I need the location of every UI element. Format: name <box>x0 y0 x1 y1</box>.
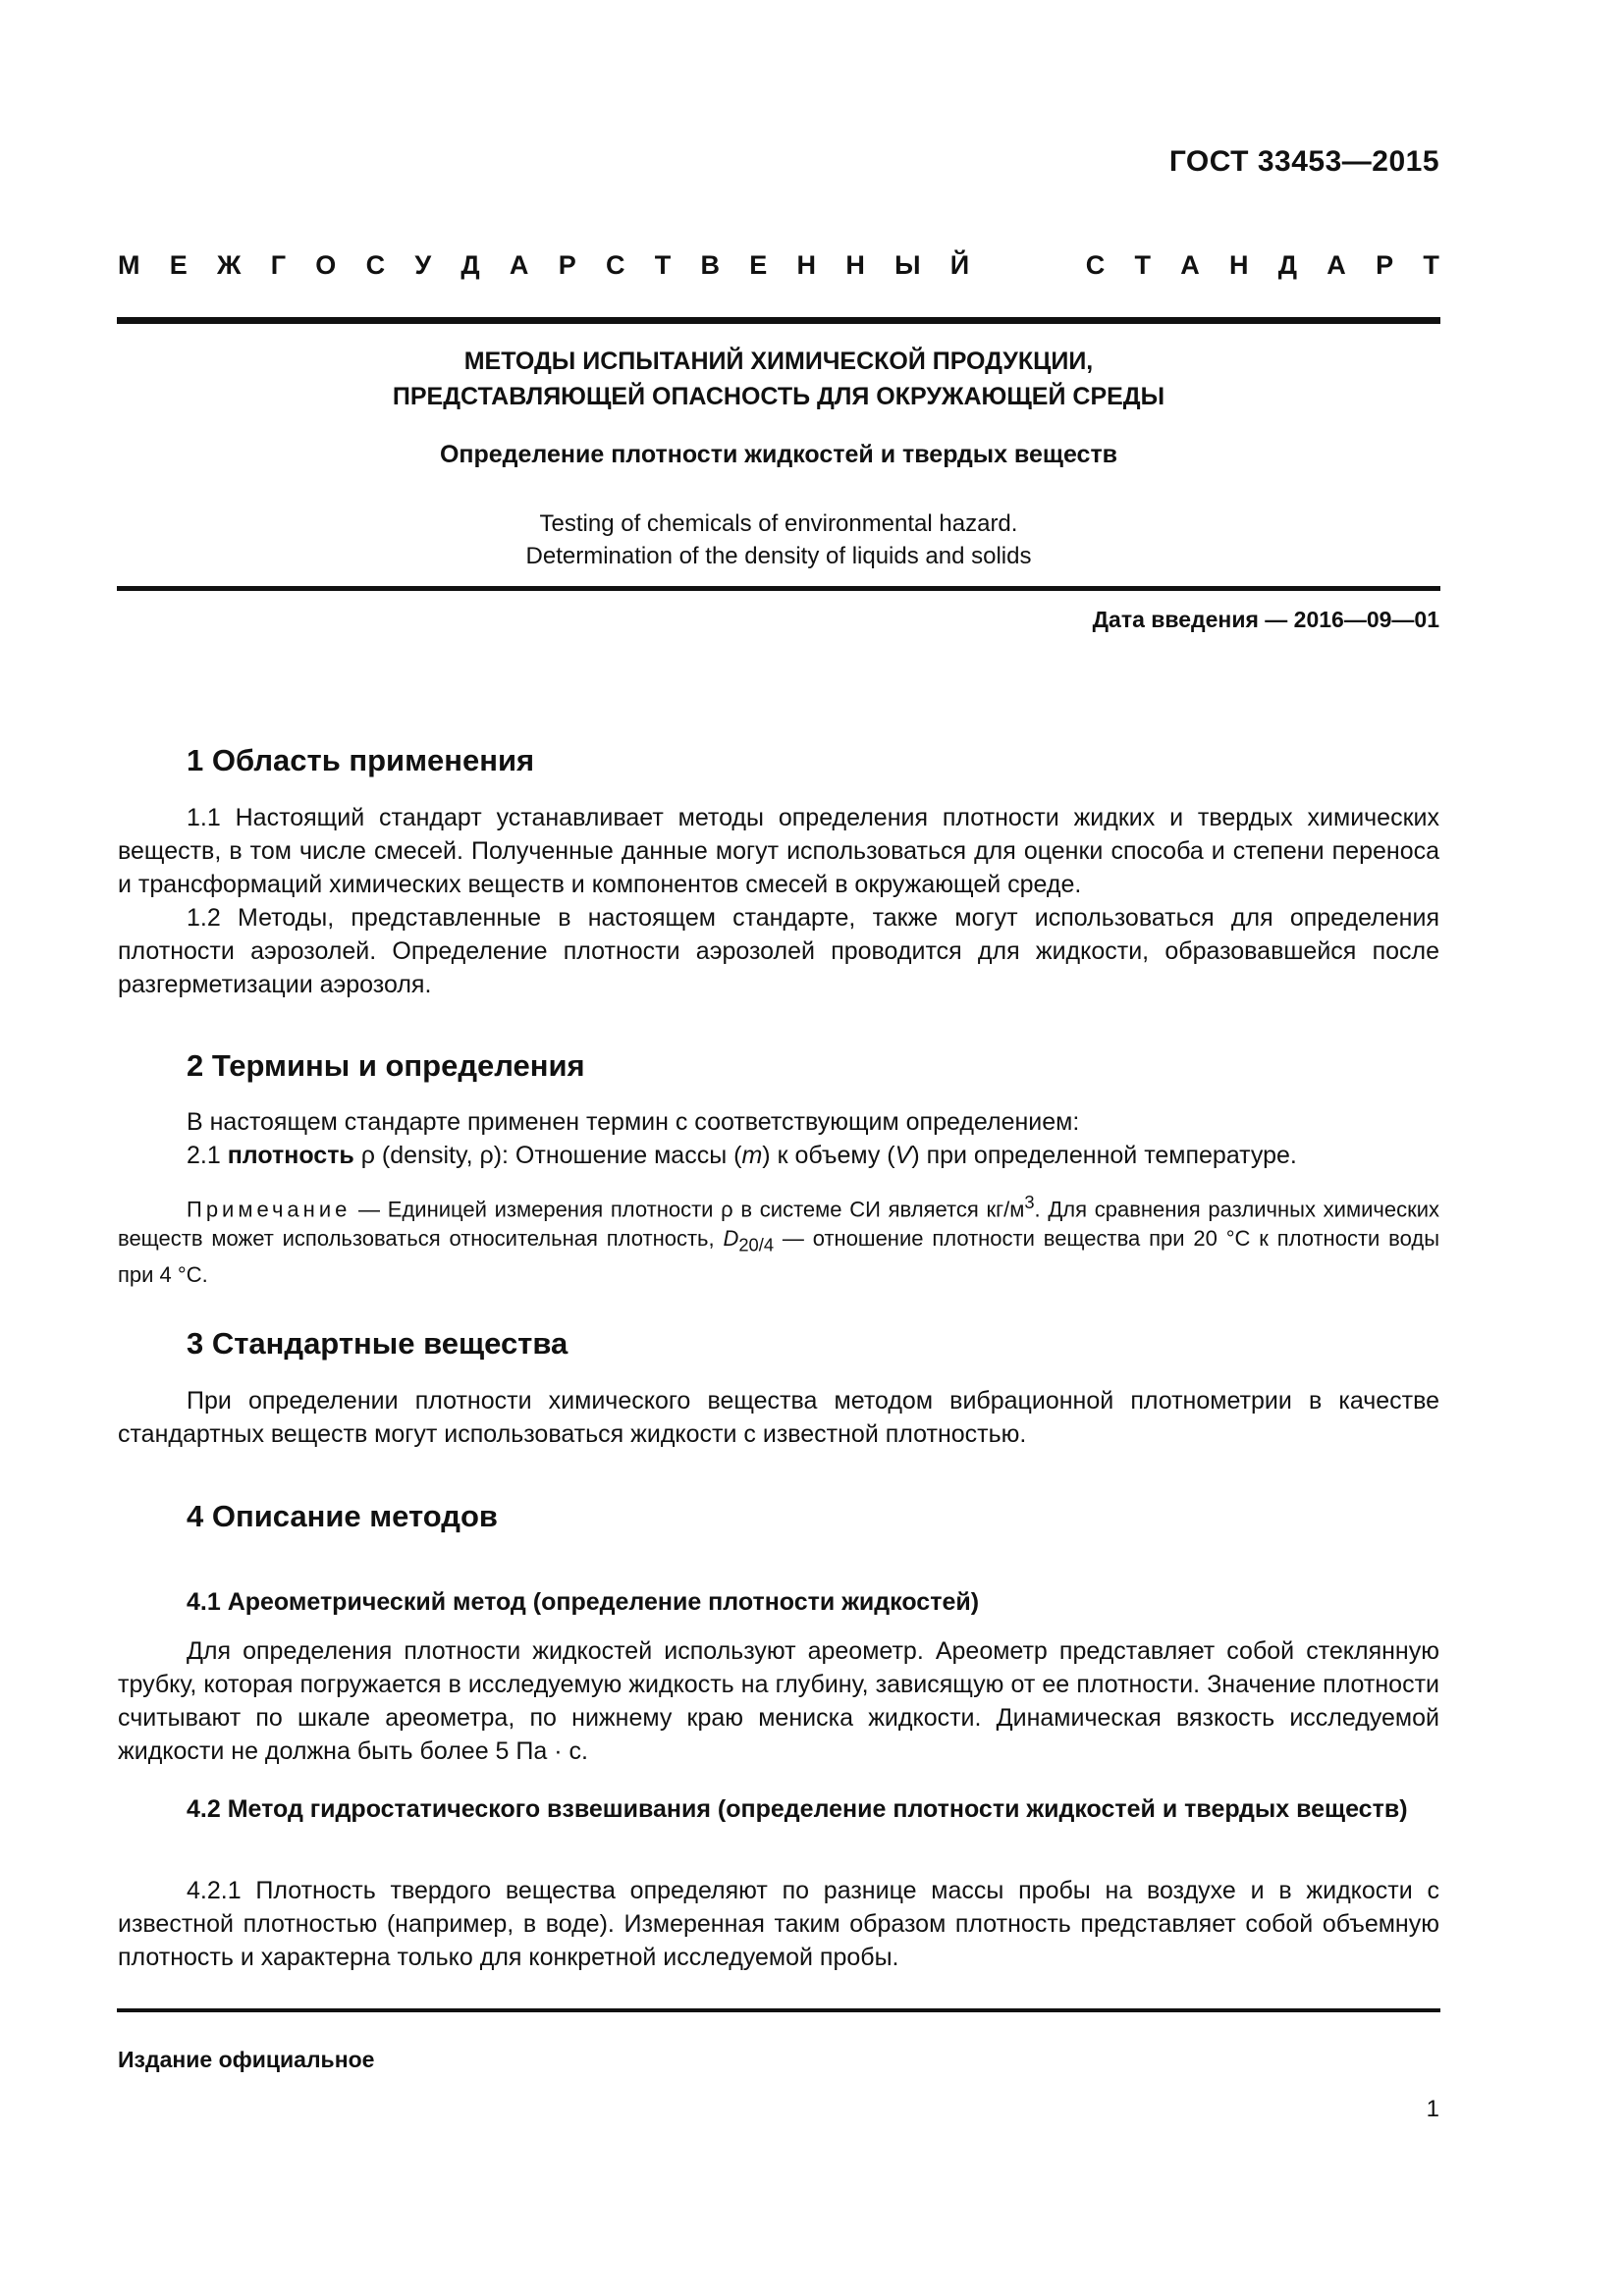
standard-type-letter: Н <box>845 250 865 280</box>
document-number: ГОСТ 33453—2015 <box>1168 145 1439 178</box>
standard-type-letter: О <box>315 250 337 280</box>
standard-type-letter: А <box>509 250 529 280</box>
standard-type-letter: С <box>1085 250 1106 280</box>
subsection-4-1-paragraph: Для определения плотности жидкостей используют ареометр. Ареометр представляет собой стеклянную трубку, которая погружается в исследуемую жидкость на глубину, зависящую от ее плотности. Значение плотности считывают по шкале ареометра, по нижнему краю мениска жидкости. Динамическая вязкость исследуемой жидкости не должна быть более 5 Па · с. <box>118 1637 1439 1765</box>
english-title <box>118 507 1439 572</box>
header-rule <box>117 317 1440 324</box>
section-4-heading: 4 Описание методов <box>187 1499 498 1533</box>
section-2-note <box>118 1188 1439 1290</box>
definition-v: V <box>894 1142 912 1169</box>
standard-type-letter: Т <box>1134 250 1151 280</box>
standard-type-letter: Г <box>270 250 287 280</box>
section-1-heading: 1 Область применения <box>187 743 535 777</box>
definition-m: m <box>741 1142 763 1169</box>
standard-type-letter: Н <box>1229 250 1249 280</box>
section-1-paragraph-2: 1.2 Методы, представленные в настоящем стандарте, также могут использоваться для определения плотности аэрозолей. Определение плотности аэрозолей проводится для жидкости, образовавшейся после разгерметизации аэрозоля. <box>118 904 1439 998</box>
note-text-b: . Для сравнения различных химических веществ может использоваться относительная плотность, <box>118 1197 1439 1252</box>
english-title-line-1: Testing of chemicals of environmental hazard. <box>539 510 1018 537</box>
standard-type-letter: Р <box>1376 250 1394 280</box>
footer-rule <box>117 2008 1440 2012</box>
note-text-a: — Единицей измерения плотности ρ в системе СИ является кг/м <box>351 1197 1025 1222</box>
english-title-line-2: Determination of the density of liquids and solids <box>525 543 1032 569</box>
standard-type-letter: Ы <box>894 250 921 280</box>
subsection-4-2-paragraph: 4.2.1 Плотность твердого вещества определяют по разнице массы пробы на воздухе и в жидкости с известной плотностью (например, в воде). Измеренная таким образом плотность представляет собой объемную плотность и характерна только для конкретной исследуемой пробы. <box>118 1877 1439 1971</box>
note-label: Примечание <box>187 1197 352 1222</box>
standard-type-letter: У <box>414 250 432 280</box>
standard-type-letter: Р <box>558 250 576 280</box>
note-subscript: 20/4 <box>738 1234 775 1255</box>
definition-text-b: ) к объему ( <box>762 1142 895 1169</box>
standard-type-letter: В <box>700 250 720 280</box>
title-rule <box>117 586 1440 591</box>
document-subtitle: Определение плотности жидкостей и твердых веществ <box>439 441 1118 468</box>
introduction-date: Дата введения — 2016—09—01 <box>1092 607 1439 632</box>
standard-type-heading <box>118 250 1439 281</box>
note-superscript: 3 <box>1024 1192 1035 1212</box>
official-edition-label: Издание официальное <box>118 2047 375 2072</box>
standard-type-letter: Ж <box>217 250 242 280</box>
standard-type-letter: С <box>605 250 625 280</box>
definition-term: плотность <box>227 1142 354 1169</box>
note-d-symbol: D <box>723 1226 739 1252</box>
definition-text-c: ) при определенной температуре. <box>911 1142 1297 1169</box>
title-line-2: ПРЕДСТАВЛЯЮЩЕЙ ОПАСНОСТЬ ДЛЯ ОКРУЖАЮЩЕЙ СРЕДЫ <box>392 383 1165 410</box>
standard-type-letter: С <box>365 250 386 280</box>
section-2-definition <box>118 1139 1439 1172</box>
subsection-4-2-heading: 4.2 Метод гидростатического взвешивания (определение плотности жидкостей и твердых веществ) <box>187 1795 1408 1823</box>
standard-type-letter: Е <box>169 250 188 280</box>
standard-type-letter: А <box>1180 250 1200 280</box>
word-gap <box>999 250 1056 281</box>
section-3-paragraph: При определении плотности химического вещества методом вибрационной плотнометрии в качестве стандартных веществ могут использоваться жидкости с известной плотностью. <box>118 1387 1439 1448</box>
document-title <box>118 344 1439 414</box>
definition-number: 2.1 <box>187 1142 228 1169</box>
note-text-c: — отношение плотности вещества при 20 °С к плотности воды при 4 °С. <box>118 1226 1440 1287</box>
standard-type-letter: А <box>1326 250 1346 280</box>
standard-type-letter: Д <box>460 250 480 280</box>
section-2-intro: В настоящем стандарте применен термин с соответствующим определением: <box>187 1108 1080 1136</box>
standard-type-letter: Е <box>749 250 768 280</box>
standard-type-letter: Д <box>1277 250 1298 280</box>
page-number: 1 <box>1426 2096 1439 2122</box>
standard-type-letter: М <box>118 250 140 280</box>
definition-text-a: ρ (density, ρ): Отношение массы ( <box>353 1142 742 1169</box>
title-line-1: МЕТОДЫ ИСПЫТАНИЙ ХИМИЧЕСКОЙ ПРОДУКЦИИ, <box>463 347 1094 375</box>
standard-type-letter: Т <box>1423 250 1439 280</box>
standard-type-letter: Н <box>796 250 817 280</box>
standard-type-letter: Й <box>949 250 970 280</box>
subsection-4-1-heading: 4.1 Ареометрический метод (определение плотности жидкостей) <box>187 1588 980 1616</box>
section-2-heading: 2 Термины и определения <box>187 1048 585 1083</box>
standard-type-letter: Т <box>654 250 672 280</box>
section-3-heading: 3 Стандартные вещества <box>187 1326 568 1361</box>
section-1-paragraph-1: 1.1 Настоящий стандарт устанавливает методы определения плотности жидких и твердых химических веществ, в том числе смесей. Полученные данные могут использоваться для оценки способа и степени переноса и трансформаций химических веществ и компонентов смесей в окружающей среде. <box>118 804 1439 898</box>
